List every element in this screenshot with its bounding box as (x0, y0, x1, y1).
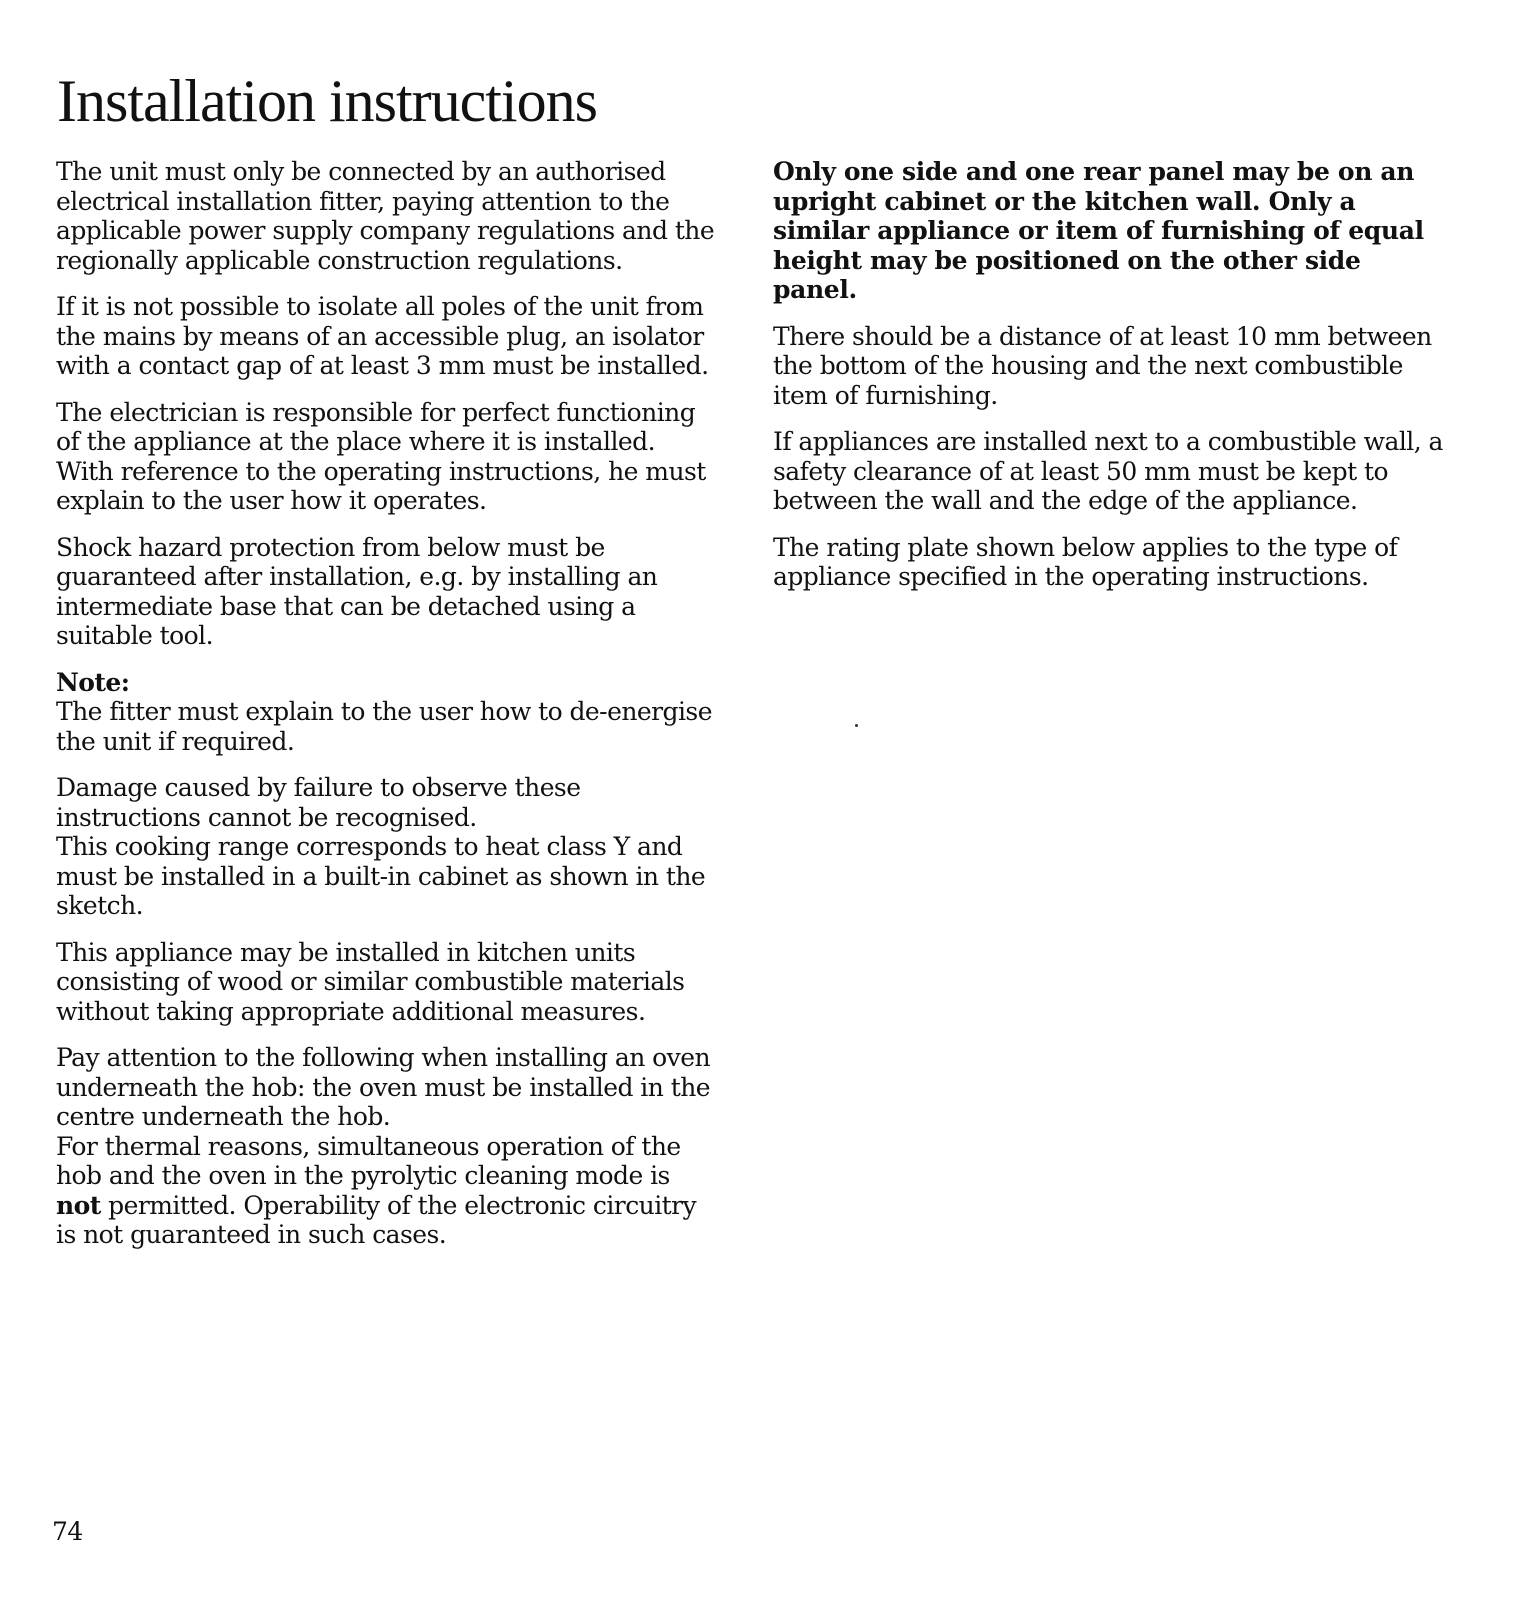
thermal-reasons-paragraph (56, 1132, 718, 1250)
note-text: The fitter must explain to the user how to de-energise the unit if required. (56, 697, 712, 756)
connection-paragraph: The unit must only be connected by an authorised electrical installation fitter, paying attention to the applicable power supply company regulations and the regionally applicable construction regulations. (56, 157, 715, 275)
heat-class-paragraph: This cooking range corresponds to heat class Y and must be installed in a built-in cabinet as shown in the sketch. (56, 832, 706, 920)
electrician-paragraph: The electrician is responsible for perfect functioning of the appliance at the place where it is installed. With reference to the operating instructions, he must explain to the user how it operates. (56, 397, 706, 515)
rating-plate-paragraph: The rating plate shown below applies to the type of appliance specified in the operating instructions. (773, 532, 1398, 591)
page-number: 74 (52, 1517, 83, 1546)
page-title: Installation instructions (57, 68, 597, 134)
safety-clearance-paragraph: If appliances are installed next to a combustible wall, a safety clearance of at least 50 mm must be kept to between the wall and the edge of the appliance. (773, 427, 1443, 515)
shock-protection-paragraph: Shock hazard protection from below must be guaranteed after installation, e.g. by installing an intermediate base that can be detached using a suitable tool. (56, 532, 658, 650)
isolator-paragraph: If it is not possible to isolate all poles of the unit from the mains by means of an accessible plug, an isolator with a contact gap of at least 3 mm must be installed. (56, 292, 709, 380)
right-column (773, 157, 1443, 609)
thermal-emphasis: not (56, 1190, 101, 1220)
note-heading: Note: (56, 667, 130, 697)
left-column (56, 157, 718, 1267)
side-panel-warning: Only one side and one rear panel may be on an upright cabinet or the kitchen wall. Only a similar appliance or item of furnishing of equal height may be positioned on the other side panel. (773, 157, 1424, 304)
distance-paragraph: There should be a distance of at least 10 mm between the bottom of the housing and the next combustible item of furnishing. (773, 321, 1432, 410)
thermal-text-start: For thermal reasons, simultaneous operation of the hob and the oven in the pyrolytic cleaning mode is (56, 1131, 681, 1190)
thermal-text-end: permitted. Operability of the electronic circuitry is not guaranteed in such cases. (56, 1190, 697, 1249)
print-speck (855, 724, 858, 727)
kitchen-units-paragraph: This appliance may be installed in kitchen units consisting of wood or similar combustible materials without taking appropriate additional measures. (56, 937, 685, 1026)
damage-paragraph: Damage caused by failure to observe these instructions cannot be recognised. (56, 773, 581, 832)
oven-installation-paragraph: Pay attention to the following when installing an oven underneath the hob: the oven must be installed in the centre underneath the hob. (56, 1043, 711, 1131)
